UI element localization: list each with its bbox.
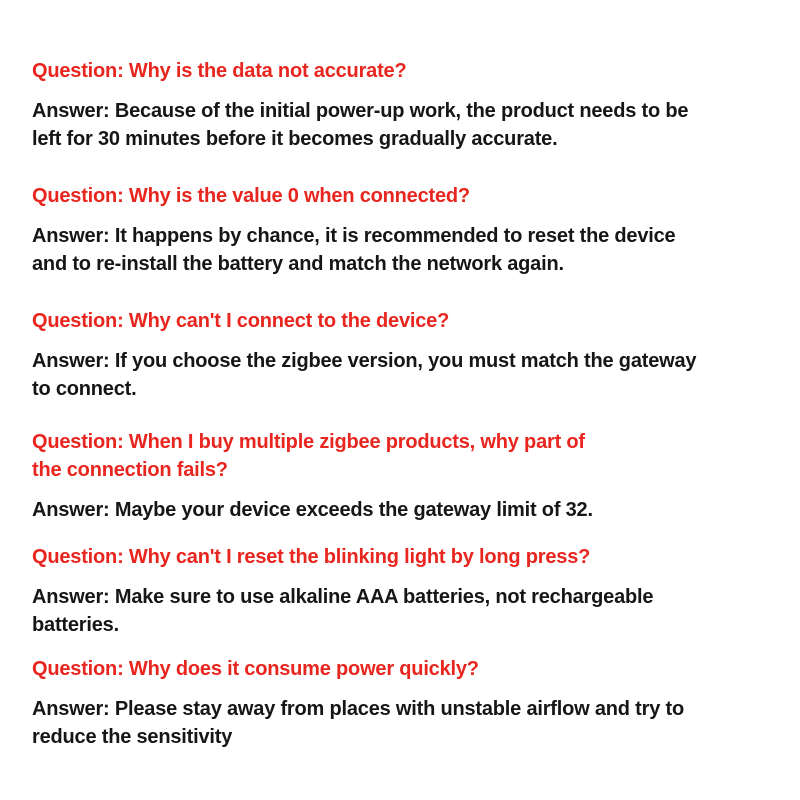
question-block bbox=[32, 543, 770, 571]
question-line: Question: Why is the value 0 when connected? bbox=[32, 185, 470, 207]
question-block bbox=[32, 428, 770, 484]
answer-line: Answer: Make sure to use alkaline AAA batteries, not rechargeable bbox=[32, 586, 654, 608]
faq-section bbox=[32, 543, 770, 639]
answer-block bbox=[32, 97, 770, 153]
question-line: Question: When I buy multiple zigbee products, why part of bbox=[32, 431, 585, 453]
answer-block bbox=[32, 496, 770, 524]
faq-section bbox=[32, 307, 770, 403]
faq-section bbox=[32, 182, 770, 278]
faq-section bbox=[32, 57, 770, 153]
faq-section bbox=[32, 428, 770, 524]
question-line: Question: Why can't I reset the blinking light by long press? bbox=[32, 546, 591, 568]
answer-block bbox=[32, 347, 770, 403]
question-block bbox=[32, 57, 770, 85]
question-line: the connection fails? bbox=[32, 459, 228, 481]
answer-line: batteries. bbox=[32, 614, 119, 636]
answer-line: Answer: Because of the initial power-up work, the product needs to be bbox=[32, 100, 689, 122]
question-block bbox=[32, 307, 770, 335]
answer-block bbox=[32, 583, 770, 639]
answer-line: Answer: Maybe your device exceeds the gateway limit of 32. bbox=[32, 499, 593, 521]
question-block bbox=[32, 655, 770, 683]
answer-line: Answer: Please stay away from places with unstable airflow and try to bbox=[32, 698, 684, 720]
answer-line: reduce the sensitivity bbox=[32, 726, 233, 748]
question-line: Question: Why can't I connect to the device? bbox=[32, 310, 450, 332]
answer-line: left for 30 minutes before it becomes gradually accurate. bbox=[32, 128, 558, 150]
answer-line: Answer: It happens by chance, it is recommended to reset the device bbox=[32, 225, 676, 247]
question-line: Question: Why is the data not accurate? bbox=[32, 60, 407, 82]
answer-block bbox=[32, 695, 770, 751]
answer-line: and to re-install the battery and match the network again. bbox=[32, 253, 564, 275]
answer-line: to connect. bbox=[32, 378, 137, 400]
answer-block bbox=[32, 222, 770, 278]
answer-line: Answer: If you choose the zigbee version, you must match the gateway bbox=[32, 350, 697, 372]
question-line: Question: Why does it consume power quickly? bbox=[32, 658, 479, 680]
question-block bbox=[32, 182, 770, 210]
faq-section bbox=[32, 655, 770, 751]
